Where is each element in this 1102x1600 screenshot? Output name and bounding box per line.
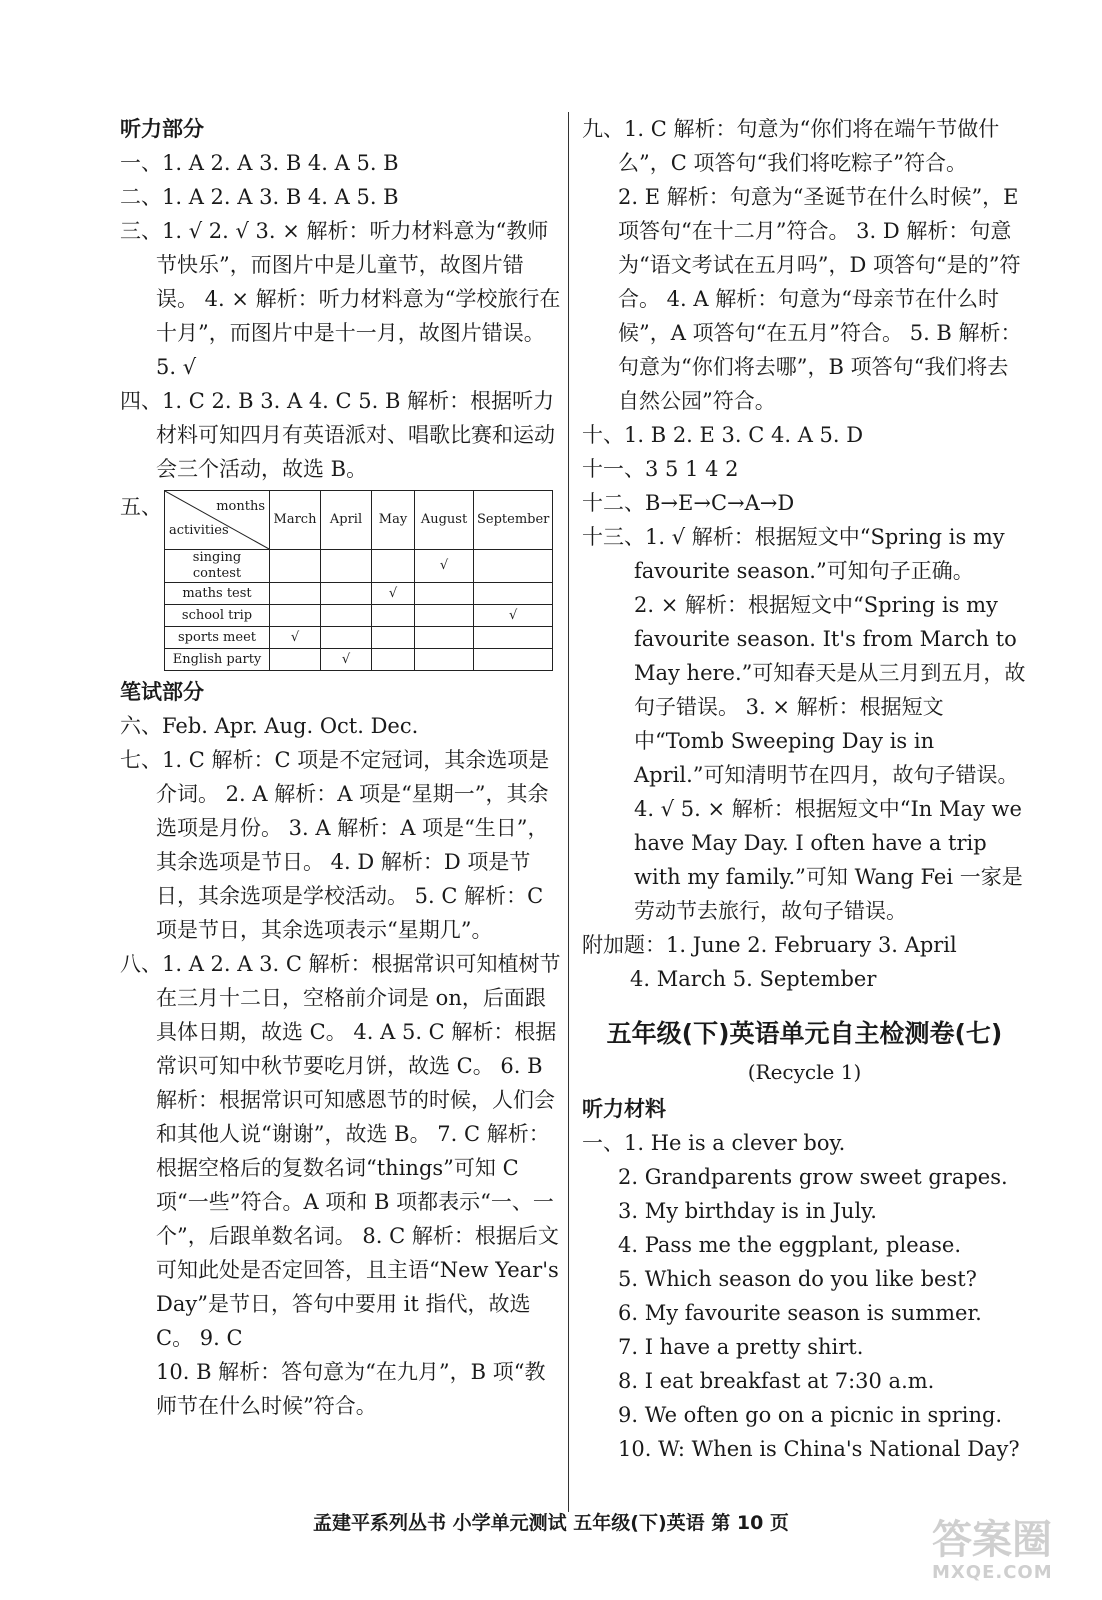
table-cell: √ xyxy=(415,550,474,583)
material-line: 2. Grandparents grow sweet grapes. xyxy=(618,1165,1008,1189)
material-line: 3. My birthday is in July. xyxy=(618,1199,877,1223)
month-header: April xyxy=(321,491,372,550)
table-cell xyxy=(321,583,372,605)
table-cell: √ xyxy=(321,649,372,671)
answer-section-2: 二、1. A 2. A 3. B 4. A 5. B xyxy=(120,185,399,209)
activity-label: maths test xyxy=(165,583,270,605)
table-cell xyxy=(372,550,415,583)
table-cell xyxy=(372,605,415,627)
answer-section-13-q4: 4. √ 5. × 解析：根据短文中“In May we have May Day. I often have a trip with my family.”可知 Wang Fei 一家是劳动节去旅行，故句子错误。 xyxy=(634,797,1023,923)
table-cell: √ xyxy=(270,627,321,649)
table-cell xyxy=(415,649,474,671)
table-row xyxy=(165,550,553,583)
test-subtitle: (Recycle 1) xyxy=(747,1060,862,1084)
answer-section-8: 八、1. A 2. A 3. C 解析：根据常识可知植树节在三月十二日，空格前介词是 on，后面跟具体日期，故选 C。 4. A 5. C 解析：根据常识可知中秋节要吃月饼，故选 C。 6. B 解析：根据常识可知感恩节的时候，人们会和其他人说“谢谢”，故选 B。 7. C 解析：根据空格后的复数名词“things”可知 C 项“一些”符合。A 项和 B 项都表示“一、一个”，后跟单数名词。 8. C 解析：根据后文可知此处是否定回答，且主语“New Year's Day”是节日，答句中要用 it 指代，故选 C。 9. C xyxy=(120,952,561,1350)
material-line: 6. My favourite season is summer. xyxy=(618,1301,982,1325)
table-cell xyxy=(372,649,415,671)
answer-section-3: 三、1. √ 2. √ 3. × 解析：听力材料意为“教师节快乐”，而图片中是儿童节，故图片错误。 4. × 解析：听力材料意为“学校旅行在十月”，而图片中是十一月，故图片错误。 5. √ xyxy=(120,219,561,379)
table-row xyxy=(165,605,553,627)
table-cell xyxy=(372,627,415,649)
bonus-line-1: 附加题：1. June 2. February 3. April xyxy=(582,933,957,957)
answer-section-5 xyxy=(120,490,565,671)
activity-label: English party xyxy=(165,649,270,671)
right-column xyxy=(582,112,1027,1466)
table-cell xyxy=(270,583,321,605)
table-cell xyxy=(270,649,321,671)
table-cell: √ xyxy=(474,605,553,627)
answer-section-13-q2: 2. × 解析：根据短文中“Spring is my favourite season. It's from March to May here.”可知春天是从三月到五月，故句子错误。 3. × 解析：根据短文中“Tomb Sweeping Day is in April.”可知清明节在四月，故句子错误。 xyxy=(634,593,1026,787)
watermark-url: MXQE.COM xyxy=(932,1562,1053,1583)
answer-section-11: 十一、3 5 1 4 2 xyxy=(582,457,739,481)
table-cell: √ xyxy=(372,583,415,605)
month-header: March xyxy=(270,491,321,550)
written-heading: 笔试部分 xyxy=(120,680,204,704)
left-column xyxy=(120,112,565,1423)
answer-section-9-cont: 2. E 解析：句意为“圣诞节在什么时候”，E 项答句“在十二月”符合。 3. D 解析：句意为“语文考试在五月吗”，D 项答句“是的”符合。 4. A 解析：句意为“母亲节在什么时候”，A 项答句“在五月”符合。 5. B 解析：句意为“你们将去哪”，B 项答句“我们将去自然公园”符合。 xyxy=(618,185,1022,413)
section-5-label: 五、 xyxy=(120,495,162,519)
activity-label: singing contest xyxy=(165,550,270,583)
table-cell xyxy=(474,627,553,649)
table-cell xyxy=(415,583,474,605)
watermark xyxy=(932,1518,1053,1583)
corner-activities: activities xyxy=(169,523,229,538)
table-cell xyxy=(474,649,553,671)
material-line: 10. W: When is China's National Day? xyxy=(618,1437,1020,1461)
answer-section-9: 九、1. C 解析：句意为“你们将在端午节做什么”，C 项答句“我们将吃粽子”符合。 xyxy=(582,117,1000,175)
table-cell xyxy=(415,627,474,649)
answer-section-12: 十二、B→E→C→A→D xyxy=(582,491,795,515)
month-header: May xyxy=(372,491,415,550)
table-cell xyxy=(415,605,474,627)
test-title: 五年级(下)英语单元自主检测卷(七) xyxy=(606,1019,1003,1048)
material-line: 8. I eat breakfast at 7:30 a.m. xyxy=(618,1369,935,1393)
answer-section-8-q10: 10. B 解析：答句意为“在九月”，B 项“教师节在什么时候”符合。 xyxy=(156,1360,546,1418)
listening-heading: 听力部分 xyxy=(120,117,204,141)
material-line: 一、1. He is a clever boy. xyxy=(582,1131,846,1155)
month-header: September xyxy=(474,491,553,550)
bonus-line-2: 4. March 5. September xyxy=(630,967,877,991)
answer-section-7: 七、1. C 解析：C 项是不定冠词，其余选项是介词。 2. A 解析：A 项是“星期一”，其余选项是月份。 3. A 解析：A 项是“生日”，其余选项是节日。 4. D 解析：D 项是节日，其余选项是学校活动。 5. C 解析：C 项是节日，其余选项表示“星期几”。 xyxy=(120,748,550,942)
answer-section-1: 一、1. A 2. A 3. B 4. A 5. B xyxy=(120,151,399,175)
corner-months: months xyxy=(216,499,265,514)
table-cell xyxy=(270,605,321,627)
activity-table xyxy=(164,490,553,671)
material-line: 4. Pass me the eggplant, please. xyxy=(618,1233,962,1257)
material-line: 9. We often go on a picnic in spring. xyxy=(618,1403,1003,1427)
table-corner-cell xyxy=(165,491,270,550)
table-cell xyxy=(321,550,372,583)
table-cell xyxy=(474,583,553,605)
page-footer: 孟建平系列丛书 小学单元测试 五年级(下)英语 第 10 页 xyxy=(313,1512,789,1534)
table-cell xyxy=(270,550,321,583)
table-cell xyxy=(321,627,372,649)
table-row xyxy=(165,583,553,605)
table-row xyxy=(165,627,553,649)
answer-section-10: 十、1. B 2. E 3. C 4. A 5. D xyxy=(582,423,864,447)
material-heading: 听力材料 xyxy=(582,1097,666,1121)
watermark-logo: 答案圈 xyxy=(932,1517,1052,1563)
table-cell xyxy=(474,550,553,583)
column-divider xyxy=(568,112,569,1512)
table-row xyxy=(165,649,553,671)
answer-section-13: 十三、1. √ 解析：根据短文中“Spring is my favourite season.”可知句子正确。 xyxy=(582,525,1005,583)
answer-section-6: 六、Feb. Apr. Aug. Oct. Dec. xyxy=(120,714,419,738)
activity-label: school trip xyxy=(165,605,270,627)
material-line: 5. Which season do you like best? xyxy=(618,1267,977,1291)
activity-label: sports meet xyxy=(165,627,270,649)
table-cell xyxy=(321,605,372,627)
month-header: August xyxy=(415,491,474,550)
answer-section-4: 四、1. C 2. B 3. A 4. C 5. B 解析：根据听力材料可知四月有英语派对、唱歌比赛和运动会三个活动，故选 B。 xyxy=(120,389,555,481)
material-line: 7. I have a pretty shirt. xyxy=(618,1335,864,1359)
